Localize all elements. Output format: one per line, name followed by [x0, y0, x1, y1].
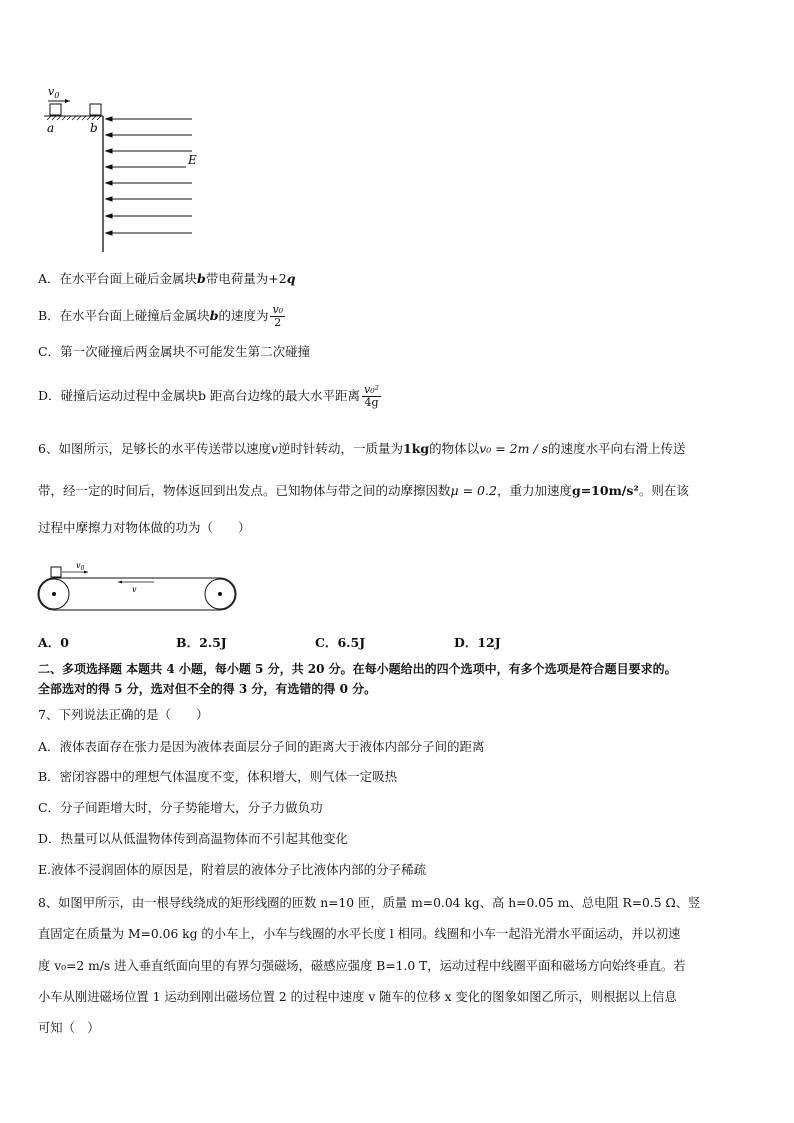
conveyor-block [51, 567, 61, 577]
q6-stem-line2: 带，经一定的时间后，物体返回到出发点。已知物体与带之间的动摩擦因数μ = 0.2，重力加速度g=10m/s²。则在该 [38, 483, 689, 498]
field-lines [106, 117, 192, 235]
q7-option-c: C．分子间距增大时，分子势能增大，分子力做负功 [38, 800, 323, 815]
conveyor-belt-figure [36, 560, 240, 616]
q5-option-a [38, 270, 295, 288]
q8-stem-line4: 小车从刚进磁场位置 1 运动到刚出磁场位置 2 的过程中速度 v 随车的位移 x 变化的图象如图乙所示，则根据以上信息 [38, 990, 677, 1004]
q7-stem: 7、下列说法正确的是（ ） [38, 707, 209, 722]
q5-d-text: D．碰撞后运动过程中金属块b 距高台边缘的最大水平距离 [38, 388, 360, 403]
q8-stem-line3: 度 v₀=2 m/s 进入垂直纸面向里的有界匀强磁场，磁感应强度 B=1.0 T，运动过程中线圈平面和磁场方向始终垂直。若 [38, 959, 686, 973]
q8-stem-line2: 直固定在质量为 M=0.06 kg 的小车上，小车与线圈的水平长度 l 相同。线圈和小车一起沿光滑水平面运动，并以初速 [38, 927, 681, 941]
q5-a-pre: A．在水平台面上碰后金属块 [38, 271, 198, 286]
q6-stem-line3: 过程中摩擦力对物体做的功为（ ） [38, 520, 251, 535]
q7-option-e: E.液体不浸润固体的原因是，附着层的液体分子比液体内部的分子稀疏 [38, 862, 427, 877]
q5-option-c: C．第一次碰撞后两金属块不可能发生第二次碰撞 [38, 344, 311, 359]
q5-a-q: q [286, 271, 296, 286]
q5-option-d [38, 384, 383, 409]
figure-v0-label: $v_0$ [48, 85, 60, 100]
q5-b-pre: B．在水平台面上碰撞后金属块 [38, 308, 210, 323]
q5-d-fraction: $\frac{\text{v₀²}}{4g}$ [364, 383, 380, 409]
section2-heading-line2: 全部选对的得 5 分，选对但不全的得 3 分，有选错的得 0 分。 [38, 682, 377, 696]
belt-v-label: v [132, 585, 137, 594]
conveyor-v0-label: $v_0$ [76, 561, 85, 572]
q6-stem-line1: 6、如图所示，足够长的水平传送带以速度v逆时针转动，一质量为1kg的物体以v₀ = 2m / s的速度水平向右滑上传送 [38, 441, 686, 456]
q7-option-a: A．液体表面存在张力是因为液体表面层分子间的距离大于液体内部分子间的距离 [38, 739, 485, 754]
q8-stem-line1: 8、如图甲所示，由一根导线绕成的矩形线圈的匝数 n=10 匝，质量 m=0.04 kg、高 h=0.05 m、总电阻 R=0.5 Ω、竖 [38, 896, 701, 910]
label-b: b [90, 121, 98, 135]
q8-stem-line5: 可知（ ） [38, 1021, 100, 1035]
q5-a-post: 带电荷量为+2 [205, 271, 287, 286]
label-E: E [188, 153, 197, 167]
q6-option-c: C．6.5J [315, 635, 366, 650]
q5-b-fraction: $\frac{\text{v₀}}{2}$ [272, 303, 284, 329]
q6-option-b: B．2.5J [176, 635, 227, 650]
q6-option-a: A．0 [38, 635, 69, 650]
q7-option-d: D．热量可以从低温物体传到高温物体而不引起其他变化 [38, 831, 349, 846]
belt [38, 578, 236, 610]
section2-heading-line1: 二、多项选择题 本题共 4 小题，每小题 5 分，共 20 分。在每小题给出的四个选项中，有多个选项是符合题目要求的。 [38, 662, 677, 676]
q5-a-var: b [197, 271, 206, 286]
block-a [50, 104, 61, 115]
q5-b-var: b [209, 308, 219, 323]
q6-option-d: D．12J [454, 635, 501, 650]
q5-b-post: 的速度为 [218, 308, 269, 323]
label-a: a [47, 121, 55, 135]
q5-option-b [38, 304, 287, 329]
q7-option-b: B．密闭容器中的理想气体温度不变，体积增大，则气体一定吸热 [38, 769, 398, 784]
electric-field-figure [40, 82, 210, 254]
block-b [90, 104, 101, 115]
